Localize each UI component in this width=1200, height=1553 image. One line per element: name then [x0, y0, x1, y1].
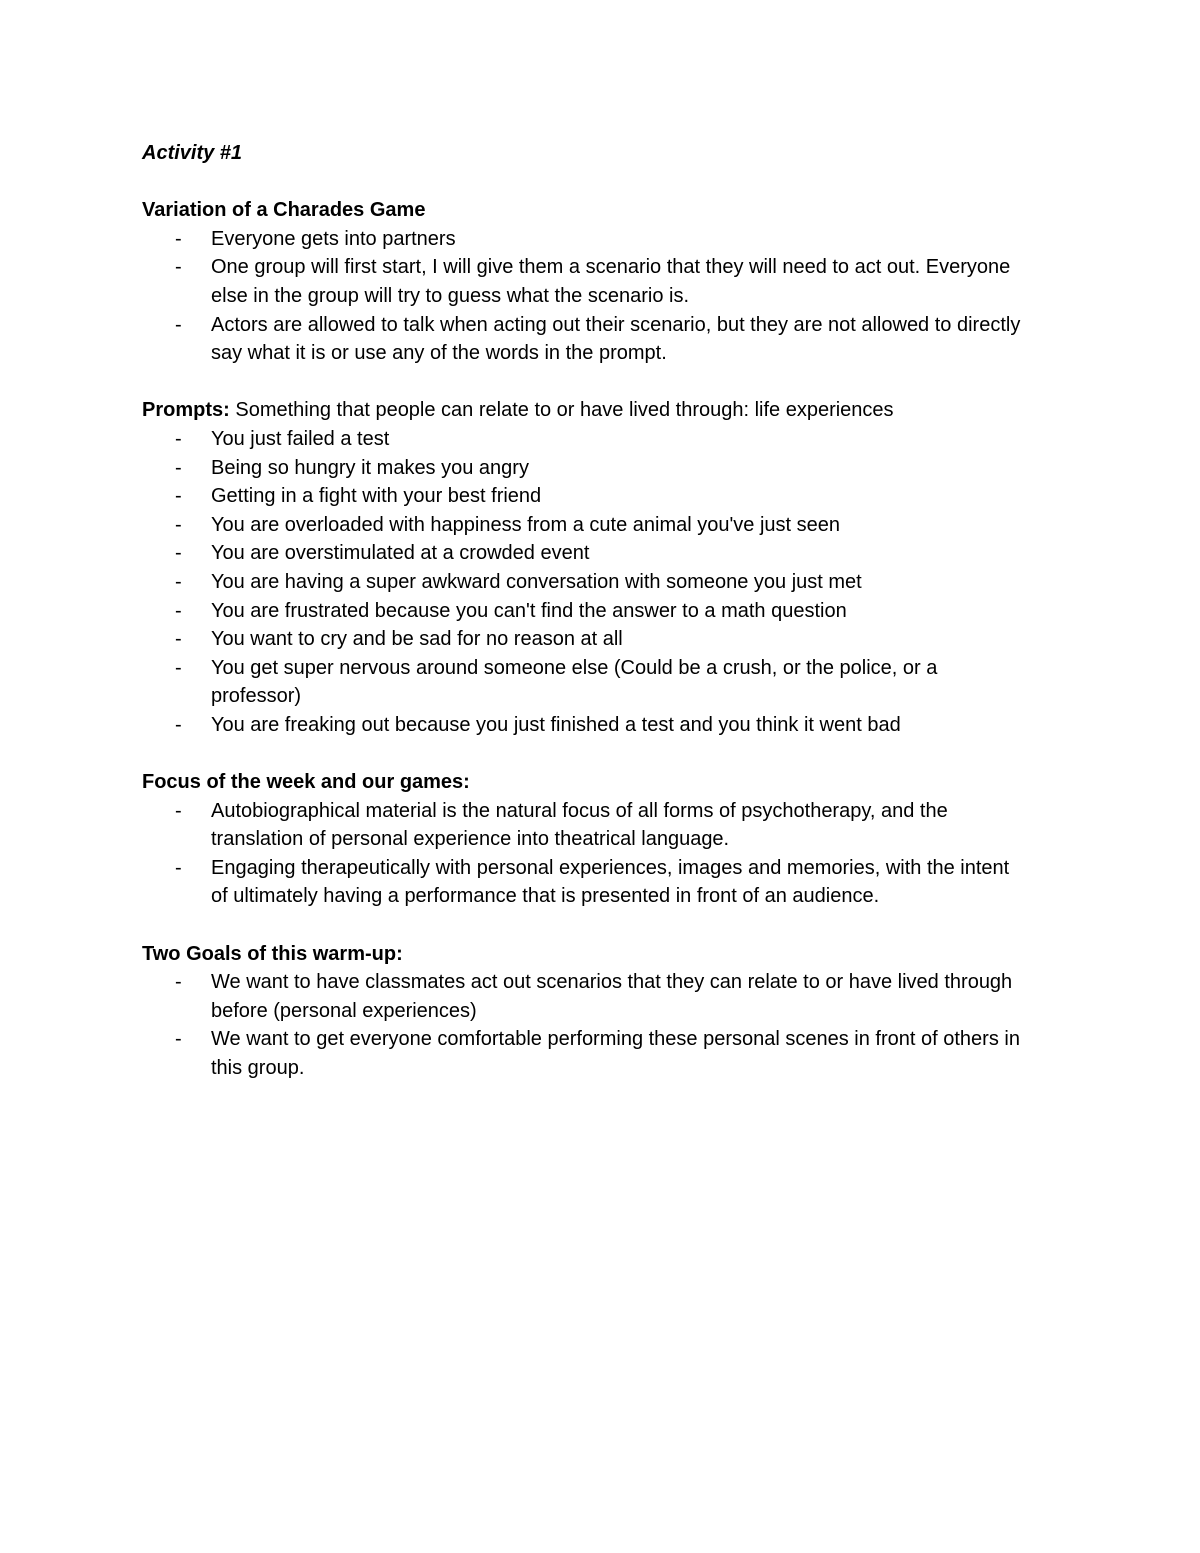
list-item	[142, 539, 1022, 568]
charades-rules-list	[142, 225, 1022, 368]
list-item	[142, 568, 1022, 597]
prompts-intro: Something that people can relate to or have lived through: life experiences	[229, 399, 894, 422]
prompts-list	[142, 425, 1022, 740]
spacer	[142, 739, 1022, 768]
bullet-dash: -	[175, 313, 182, 336]
bullet-dash: -	[175, 856, 182, 879]
list-item-text: Everyone gets into partners	[211, 227, 456, 250]
bullet-dash: -	[175, 227, 182, 250]
list-item-text: We want to get everyone comfortable performing these personal scenes in front of others in this group.	[211, 1028, 1020, 1079]
bullet-dash: -	[175, 971, 182, 994]
list-item-text: You are frustrated because you can't find the answer to a math question	[211, 599, 847, 622]
bullet-dash: -	[175, 256, 182, 279]
list-item	[142, 654, 1022, 711]
list-item-text: One group will first start, I will give them a scenario that they will need to act out. Everyone else in the group will try to guess what the scenario is.	[211, 256, 1011, 307]
section-heading-charades: Variation of a Charades Game	[142, 199, 426, 222]
list-item-text: You are having a super awkward conversation with someone you just met	[211, 570, 862, 593]
goals-list	[142, 968, 1022, 1082]
bullet-dash: -	[175, 485, 182, 508]
bullet-dash: -	[175, 599, 182, 622]
focus-list	[142, 797, 1022, 911]
spacer	[142, 368, 1022, 397]
document-title: Activity #1	[142, 142, 243, 164]
list-item	[142, 425, 1022, 454]
list-item	[142, 1025, 1022, 1082]
list-item	[142, 968, 1022, 1025]
bullet-dash: -	[175, 513, 182, 536]
list-item	[142, 482, 1022, 511]
bullet-dash: -	[175, 656, 182, 679]
section-heading-prompts: Prompts:	[142, 399, 230, 422]
spacer	[142, 911, 1022, 940]
list-item	[142, 311, 1022, 368]
list-item-text: Being so hungry it makes you angry	[211, 456, 529, 479]
list-item-text: You are overstimulated at a crowded event	[211, 542, 590, 565]
list-item	[142, 854, 1022, 911]
list-item	[142, 454, 1022, 483]
section-heading-focus: Focus of the week and our games:	[142, 771, 470, 794]
bullet-dash: -	[175, 713, 182, 736]
prompts-line	[142, 396, 1022, 425]
bullet-dash: -	[175, 542, 182, 565]
bullet-dash: -	[175, 427, 182, 450]
bullet-dash: -	[175, 456, 182, 479]
list-item	[142, 625, 1022, 654]
list-item	[142, 225, 1022, 254]
spacer	[142, 168, 1022, 197]
list-item-text: You just failed a test	[211, 427, 390, 450]
list-item-text: Getting in a fight with your best friend	[211, 485, 542, 508]
list-item-text: You get super nervous around someone else (Could be a crush, or the police, or a professor)	[211, 656, 938, 708]
list-item	[142, 511, 1022, 540]
list-item-text: You are overloaded with happiness from a cute animal you've just seen	[211, 513, 841, 536]
list-item	[142, 797, 1022, 854]
list-item-text: Autobiographical material is the natural focus of all forms of psychotherapy, and the translation of personal experience into theatrical language.	[211, 799, 948, 851]
document-page	[142, 139, 1022, 1083]
list-item-text: You want to cry and be sad for no reason at all	[211, 628, 623, 651]
list-item-text: You are freaking out because you just finished a test and you think it went bad	[211, 713, 901, 736]
list-item	[142, 597, 1022, 626]
bullet-dash: -	[175, 799, 182, 822]
bullet-dash: -	[175, 570, 182, 593]
list-item	[142, 253, 1022, 310]
list-item-text: Actors are allowed to talk when acting out their scenario, but they are not allowed to directly say what it is or use any of the words in the prompt.	[211, 313, 1021, 365]
list-item	[142, 711, 1022, 740]
bullet-dash: -	[175, 628, 182, 651]
bullet-dash: -	[175, 1028, 182, 1051]
list-item-text: We want to have classmates act out scenarios that they can relate to or have lived through before (personal experiences)	[211, 971, 1013, 1022]
list-item-text: Engaging therapeutically with personal experiences, images and memories, with the intent of ultimately having a performance that is presented in front of an audience.	[211, 856, 1010, 908]
section-heading-goals: Two Goals of this warm-up:	[142, 942, 403, 965]
